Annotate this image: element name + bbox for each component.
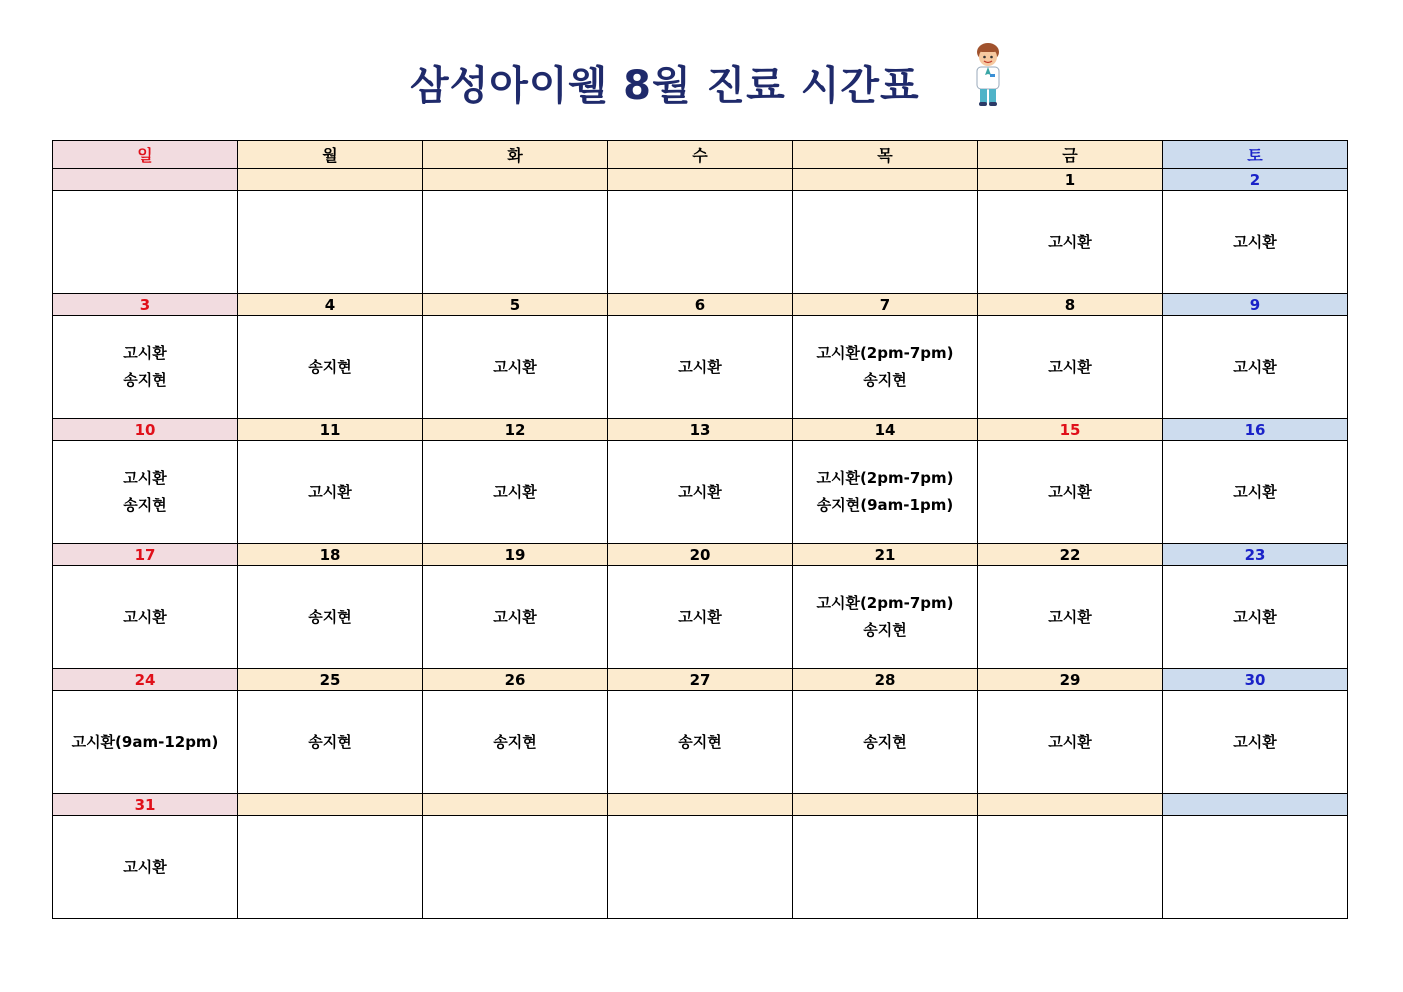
doctor-entry: 고시환 <box>493 357 537 376</box>
date-cell-mon: 18 <box>238 544 423 566</box>
schedule-cell-fri <box>978 316 1163 419</box>
schedule-cell-thu <box>793 441 978 544</box>
schedule-cell-thu <box>793 691 978 794</box>
doctor-entry: 고시환 <box>678 607 722 626</box>
date-cell-fri: 15 <box>978 419 1163 441</box>
doctor-entry: 송지현 <box>308 607 352 626</box>
date-cell-wed <box>608 794 793 816</box>
date-cell-sun: 17 <box>53 544 238 566</box>
schedule-cell-wed <box>608 316 793 419</box>
schedule-cell-sat <box>1163 191 1348 294</box>
date-cell-wed: 13 <box>608 419 793 441</box>
doctor-entry: 고시환 <box>1233 732 1277 751</box>
date-cell-fri: 1 <box>978 169 1163 191</box>
schedule-cell-tue <box>423 191 608 294</box>
schedule-cell-thu <box>793 566 978 669</box>
weekday-thu: 목 <box>793 141 978 169</box>
schedule-row <box>53 191 1348 294</box>
date-cell-sat: 30 <box>1163 669 1348 691</box>
doctor-entry: 송지현 <box>123 496 167 514</box>
doctor-entry: 고시환 <box>493 607 537 626</box>
doctor-entry: 고시환 <box>1233 482 1277 501</box>
doctor-entry: 고시환 <box>1048 357 1092 376</box>
date-cell-sun: 24 <box>53 669 238 691</box>
date-cell-sun: 10 <box>53 419 238 441</box>
weekday-sun: 일 <box>53 141 238 169</box>
doctor-entry: 고시환 <box>678 482 722 501</box>
date-cell-mon <box>238 169 423 191</box>
date-cell-wed <box>608 169 793 191</box>
schedule-row <box>53 691 1348 794</box>
date-cell-wed: 6 <box>608 294 793 316</box>
doctor-entry: 송지현 <box>863 621 907 639</box>
schedule-cell-fri <box>978 816 1163 919</box>
weekday-fri: 금 <box>978 141 1163 169</box>
date-cell-wed: 20 <box>608 544 793 566</box>
date-row <box>53 669 1348 691</box>
calendar-body <box>53 141 1348 919</box>
date-cell-sat: 16 <box>1163 419 1348 441</box>
date-cell-thu <box>793 794 978 816</box>
doctor-entry: 송지현(9am-1pm) <box>816 496 954 514</box>
date-cell-mon: 4 <box>238 294 423 316</box>
date-cell-tue: 26 <box>423 669 608 691</box>
date-cell-sat: 23 <box>1163 544 1348 566</box>
doctor-entry: 고시환 <box>123 344 167 362</box>
schedule-cell-sat <box>1163 441 1348 544</box>
schedule-cell-wed <box>608 566 793 669</box>
date-cell-tue <box>423 794 608 816</box>
schedule-cell-sat <box>1163 566 1348 669</box>
doctor-entry: 고시환 <box>493 482 537 501</box>
weekday-mon: 월 <box>238 141 423 169</box>
date-cell-thu <box>793 169 978 191</box>
schedule-cell-mon <box>238 566 423 669</box>
schedule-cell-wed <box>608 191 793 294</box>
schedule-cell-thu <box>793 191 978 294</box>
date-row <box>53 544 1348 566</box>
weekday-sat: 토 <box>1163 141 1348 169</box>
schedule-cell-mon <box>238 191 423 294</box>
date-row <box>53 419 1348 441</box>
schedule-cell-wed <box>608 441 793 544</box>
date-cell-sun <box>53 169 238 191</box>
schedule-row <box>53 316 1348 419</box>
schedule-cell-tue <box>423 441 608 544</box>
date-row <box>53 294 1348 316</box>
schedule-cell-sun <box>53 441 238 544</box>
doctor-entry: 고시환 <box>308 482 352 501</box>
schedule-cell-mon <box>238 816 423 919</box>
schedule-cell-sat <box>1163 691 1348 794</box>
date-cell-sat: 9 <box>1163 294 1348 316</box>
schedule-cell-tue <box>423 691 608 794</box>
doctor-entry: 고시환 <box>1233 357 1277 376</box>
schedule-cell-fri <box>978 441 1163 544</box>
schedule-cell-fri <box>978 566 1163 669</box>
date-cell-mon: 25 <box>238 669 423 691</box>
doctor-entry: 송지현 <box>863 371 907 389</box>
schedule-cell-mon <box>238 691 423 794</box>
date-cell-tue: 19 <box>423 544 608 566</box>
schedule-cell-fri <box>978 691 1163 794</box>
date-cell-sun: 31 <box>53 794 238 816</box>
date-cell-fri: 8 <box>978 294 1163 316</box>
date-cell-thu: 28 <box>793 669 978 691</box>
schedule-cell-wed <box>608 691 793 794</box>
doctor-entry: 고시환 <box>1048 732 1092 751</box>
doctor-entry: 고시환(2pm-7pm) <box>816 594 954 612</box>
weekday-wed: 수 <box>608 141 793 169</box>
schedule-cell-tue <box>423 816 608 919</box>
doctor-entry: 송지현 <box>493 732 537 751</box>
schedule-cell-sun <box>53 566 238 669</box>
schedule-cell-thu <box>793 816 978 919</box>
date-cell-tue: 5 <box>423 294 608 316</box>
date-cell-thu: 7 <box>793 294 978 316</box>
doctor-entry: 고시환 <box>123 607 167 626</box>
calendar-table <box>52 140 1348 919</box>
schedule-cell-thu <box>793 316 978 419</box>
schedule-cell-tue <box>423 566 608 669</box>
schedule-row <box>53 816 1348 919</box>
schedule-cell-fri <box>978 191 1163 294</box>
doctor-entry: 송지현 <box>123 371 167 389</box>
doctor-entry: 고시환 <box>678 357 722 376</box>
schedule-cell-tue <box>423 316 608 419</box>
schedule-cell-wed <box>608 816 793 919</box>
date-cell-mon: 11 <box>238 419 423 441</box>
doctor-entry: 송지현 <box>863 732 907 751</box>
doctor-entry: 송지현 <box>308 357 352 376</box>
date-cell-tue <box>423 169 608 191</box>
schedule-cell-sun <box>53 316 238 419</box>
weekday-header-row <box>53 141 1348 169</box>
date-cell-tue: 12 <box>423 419 608 441</box>
date-cell-fri: 22 <box>978 544 1163 566</box>
doctor-entry: 송지현 <box>678 732 722 751</box>
schedule-cell-sun <box>53 691 238 794</box>
date-cell-sun: 3 <box>53 294 238 316</box>
date-cell-fri: 29 <box>978 669 1163 691</box>
schedule-cell-mon <box>238 316 423 419</box>
title-area <box>0 40 1403 110</box>
schedule-cell-sun <box>53 816 238 919</box>
schedule-row <box>53 441 1348 544</box>
doctor-entry: 고시환 <box>123 469 167 487</box>
schedule-cell-mon <box>238 441 423 544</box>
weekday-tue: 화 <box>423 141 608 169</box>
date-cell-fri <box>978 794 1163 816</box>
date-row <box>53 794 1348 816</box>
doctor-entry: 고시환 <box>1048 482 1092 501</box>
date-row <box>53 169 1348 191</box>
doctor-entry: 고시환 <box>1048 232 1092 251</box>
doctor-entry: 고시환 <box>1233 607 1277 626</box>
schedule-row <box>53 566 1348 669</box>
doctor-entry: 고시환(2pm-7pm) <box>816 344 954 362</box>
date-cell-sat <box>1163 794 1348 816</box>
date-cell-wed: 27 <box>608 669 793 691</box>
schedule-cell-sat <box>1163 316 1348 419</box>
schedule-cell-sat <box>1163 816 1348 919</box>
doctor-entry: 고시환 <box>123 857 167 876</box>
date-cell-thu: 21 <box>793 544 978 566</box>
date-cell-sat: 2 <box>1163 169 1348 191</box>
schedule-cell-sun <box>53 191 238 294</box>
doctor-entry: 고시환(9am-12pm) <box>71 732 219 751</box>
doctor-entry: 고시환(2pm-7pm) <box>816 469 954 487</box>
doctor-entry: 고시환 <box>1233 232 1277 251</box>
date-cell-thu: 14 <box>793 419 978 441</box>
doctor-icon <box>968 40 1008 108</box>
doctor-entry: 송지현 <box>308 732 352 751</box>
page-title: 삼성아이웰 8월 진료 시간표 <box>410 63 920 109</box>
doctor-entry: 고시환 <box>1048 607 1092 626</box>
date-cell-mon <box>238 794 423 816</box>
